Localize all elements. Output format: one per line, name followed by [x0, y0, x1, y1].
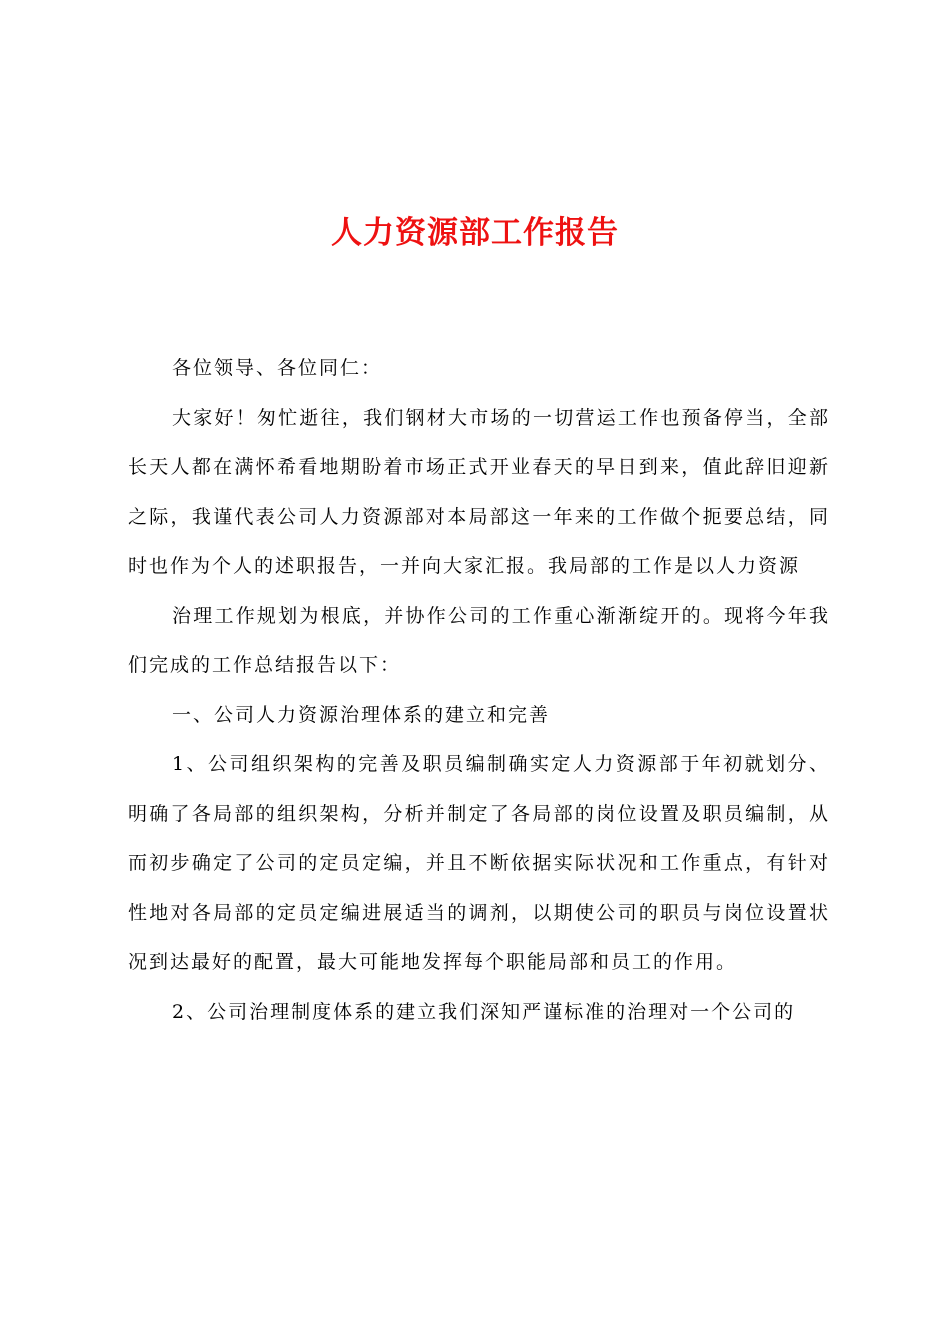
salutation-paragraph: 各位领导、各位同仁：: [172, 357, 383, 379]
section-heading-1: 一、公司人力资源治理体系的建立和完善: [172, 703, 551, 726]
document-title: 人力资源部工作报告: [331, 215, 619, 251]
item-paragraph-2: 2、公司治理制度体系的建立我们深知严谨标准的治理对一个公司的: [172, 1000, 796, 1023]
intro-continuation-paragraph: 治理工作规划为根底，并协作公司的工作重心渐渐绽开的。现将今年我们完成的工作总结报告以下：: [128, 604, 830, 676]
opening-paragraph: 大家好！匆忙逝往，我们钢材大市场的一切营运工作也预备停当，全部长天人都在满怀希看地期盼着市场正式开业春天的早日到来，值此辞旧迎新之际，我谨代表公司人力资源部对本局部这一年来的工作做个扼要总结，同时也作为个人的述职报告，一并向大家汇报。我局部的工作是以人力资源: [128, 406, 830, 577]
item-paragraph-1: 1、公司组织架构的完善及职员编制确实定人力资源部于年初就划分、明确了各局部的组织架构，分析并制定了各局部的岗位设置及职员编制，从而初步确定了公司的定员定编，并且不断依据实际状况和工作重点，有针对性地对各局部的定员定编进展适当的调剂，以期使公司的职员与岗位设置状况到达最好的配置，最大可能地发挥每个职能局部和员工的作用。: [128, 753, 830, 973]
document-body: [128, 344, 830, 1037]
